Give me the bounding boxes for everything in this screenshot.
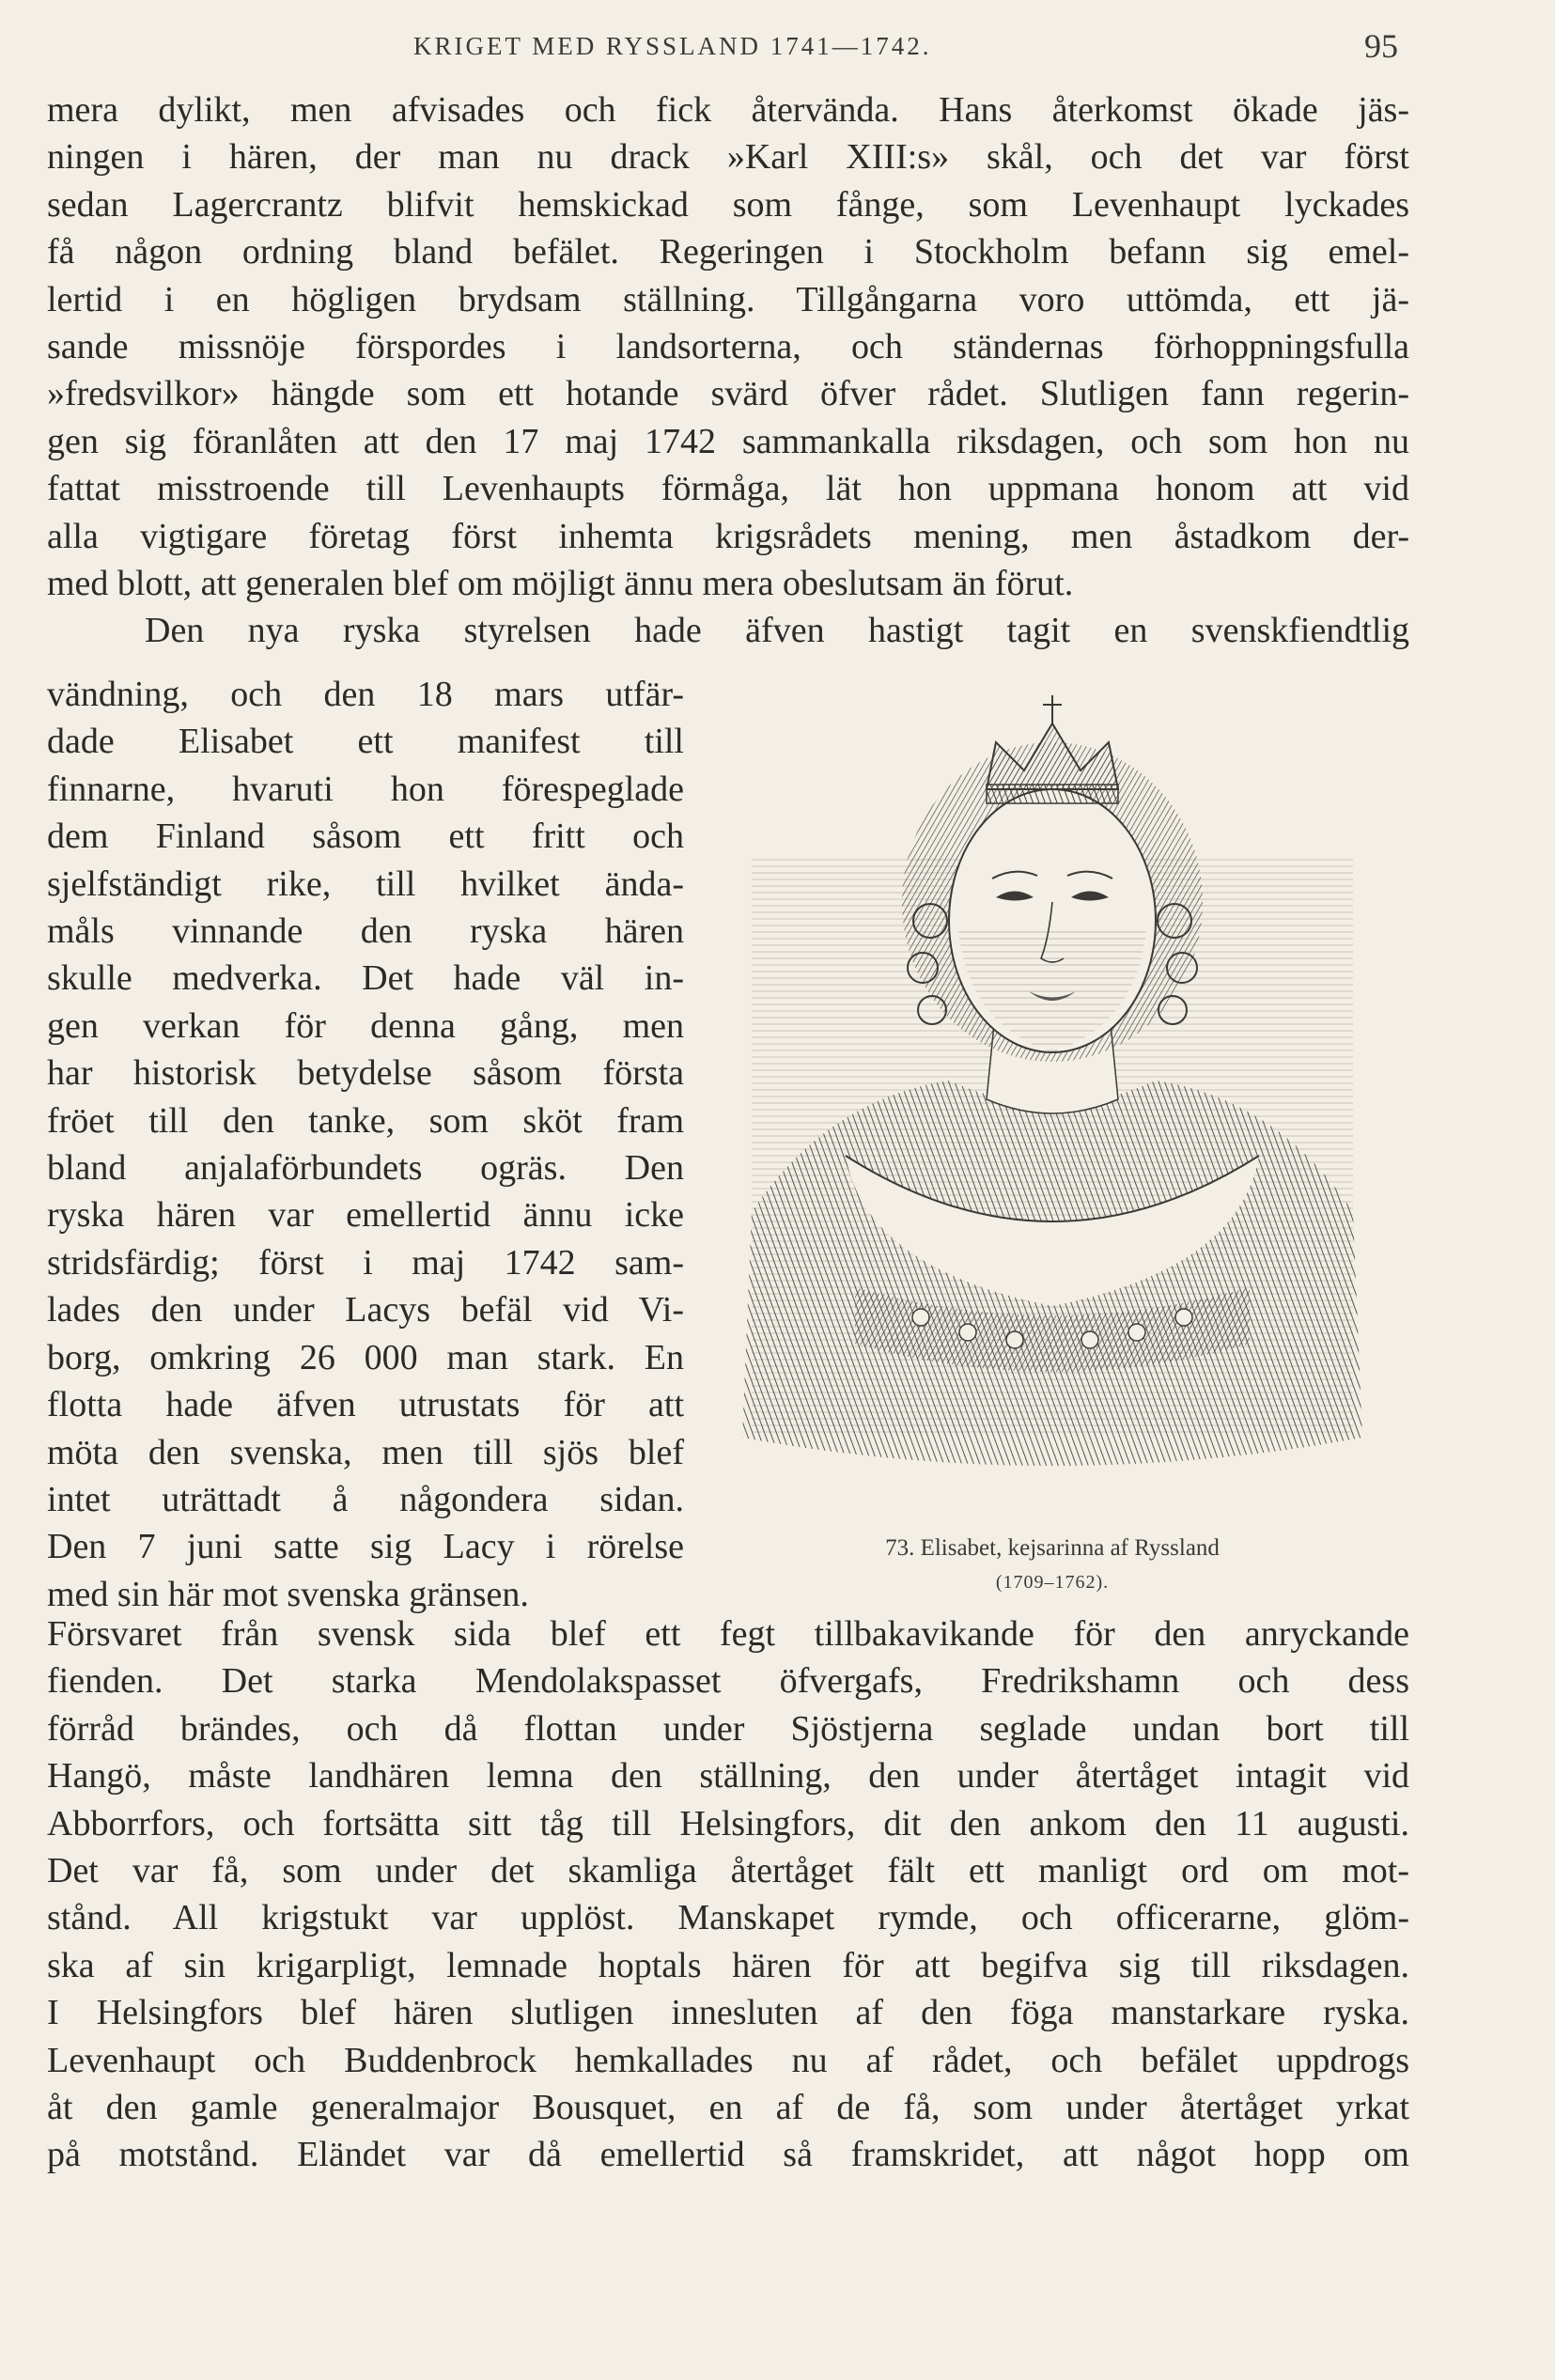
- text-line: få någon ordning bland befälet. Regeringen i Stockholm befann sig emel-: [47, 232, 1409, 272]
- text-line: ningen i hären, der man nu drack »Karl XIII:s» skål, och det var först: [47, 137, 1409, 178]
- text-line: skulle medverka. Det hade väl in-: [47, 958, 684, 999]
- text-line: dem Finland såsom ett fritt och: [47, 817, 684, 857]
- running-head: [0, 26, 1555, 73]
- text-line: på motstånd. Eländet var då emellertid så framskridet, att något hopp om: [47, 2135, 1409, 2175]
- body-text-beside-figure: [47, 671, 684, 1618]
- running-title: KRIGET MED RYSSLAND 1741—1742.: [413, 32, 932, 60]
- text-line: gen sig föranlåten att den 17 maj 1742 sammankalla riksdagen, och som hon nu: [47, 421, 1409, 461]
- text-line: fattat misstroende till Levenhaupts förmåga, lät hon uppmana honom att vid: [47, 469, 1409, 509]
- paragraph-start-line: Den nya ryska styrelsen hade äfven hastigt tagit en svenskfiendtlig: [145, 611, 1409, 651]
- text-line: Levenhaupt och Buddenbrock hemkallades nu af rådet, och befälet uppdrogs: [47, 2040, 1409, 2080]
- figure-caption: [714, 1532, 1391, 1599]
- text-line: fröet till den tanke, som sköt fram: [47, 1100, 684, 1141]
- text-line: sjelfständigt rike, till hvilket ända-: [47, 863, 684, 904]
- text-line: lertid i en högligen brydsam ställning. Tillgångarna voro uttömda, ett jä-: [47, 279, 1409, 319]
- text-line: flotta hade äfven utrustats för att: [47, 1385, 684, 1425]
- text-line: har historisk betydelse såsom första: [47, 1053, 684, 1094]
- text-line: åt den gamle generalmajor Bousquet, en af de få, som under återtåget yrkat: [47, 2088, 1409, 2128]
- page-number: 95: [1364, 27, 1398, 65]
- text-line: alla vigtigare företag först inhemta krigsrådets mening, men åstadkom der-: [47, 516, 1409, 556]
- text-line: Det var få, som under det skamliga återtåget fält ett manligt ord om mot-: [47, 1851, 1409, 1891]
- text-line: sande missnöje förspordes i landsorterna, och ständernas förhoppningsfulla: [47, 327, 1409, 367]
- text-line: med blott, att generalen blef om möjligt ännu mera obeslutsam än förut.: [47, 564, 1074, 604]
- text-line: »fredsvilkor» hängde som ett hotande svärd öfver rådet. Slutligen fann regerin-: [47, 374, 1409, 414]
- text-line: stånd. All krigstukt var upplöst. Manskapet rymde, och officerarne, glöm-: [47, 1898, 1409, 1938]
- text-line: ryska hären var emellertid ännu icke: [47, 1195, 684, 1236]
- portrait-illustration: [714, 686, 1391, 1532]
- body-text-top: [47, 86, 1409, 655]
- text-line: måls vinnande den ryska hären: [47, 911, 684, 952]
- text-line: Försvaret från svensk sida blef ett fegt tillbakavikande för den anryckande: [47, 1614, 1409, 1654]
- text-line: Hangö, måste landhären lemna den ställning, den under återtåget intagit vid: [47, 1756, 1409, 1797]
- text-line: dade Elisabet ett manifest till: [47, 722, 684, 762]
- text-line: vändning, och den 18 mars utfär-: [47, 675, 684, 714]
- text-line: med sin här mot svenska gränsen.: [47, 1574, 529, 1614]
- portrait-engraving: [714, 686, 1391, 1532]
- text-line: sedan Lagercrantz blifvit hemskickad som fånge, som Levenhaupt lyckades: [47, 184, 1409, 225]
- text-line: I Helsingfors blef hären slutligen innesluten af den föga manstarkare ryska.: [47, 1993, 1409, 2033]
- text-line: stridsfärdig; först i maj 1742 sam-: [47, 1242, 684, 1283]
- text-line: Den 7 juni satte sig Lacy i rörelse: [47, 1527, 684, 1567]
- text-line: bland anjalaförbundets ogräs. Den: [47, 1148, 684, 1189]
- text-line: finnarne, hvaruti hon förespeglade: [47, 769, 684, 809]
- caption-years: (1709–1762).: [995, 1572, 1110, 1593]
- text-line: ska af sin krigarpligt, lemnade hoptals hären för att begifva sig till riksdagen.: [47, 1945, 1409, 1985]
- body-text-bottom: [47, 1610, 1409, 2179]
- text-line: förråd brändes, och då flottan under Sjöstjerna seglade undan bort till: [47, 1708, 1409, 1749]
- text-line: intet uträttadt å någondera sidan.: [47, 1479, 684, 1519]
- text-line: mera dylikt, men afvisades och fick återvända. Hans återkomst ökade jäs-: [47, 90, 1409, 130]
- caption-title: 73. Elisabet, kejsarinna af Ryssland: [885, 1535, 1220, 1561]
- text-line: fienden. Det starka Mendolakspasset öfvergafs, Fredrikshamn och dess: [47, 1661, 1409, 1702]
- text-line: gen verkan för denna gång, men: [47, 1005, 684, 1046]
- text-line: borg, omkring 26 000 man stark. En: [47, 1337, 684, 1377]
- text-line: lades den under Lacys befäl vid Vi-: [47, 1290, 684, 1330]
- text-line: Abborrfors, och fortsätta sitt tåg till Helsingfors, dit den ankom den 11 augusti.: [47, 1803, 1409, 1843]
- text-line: möta den svenska, men till sjös blef: [47, 1432, 684, 1472]
